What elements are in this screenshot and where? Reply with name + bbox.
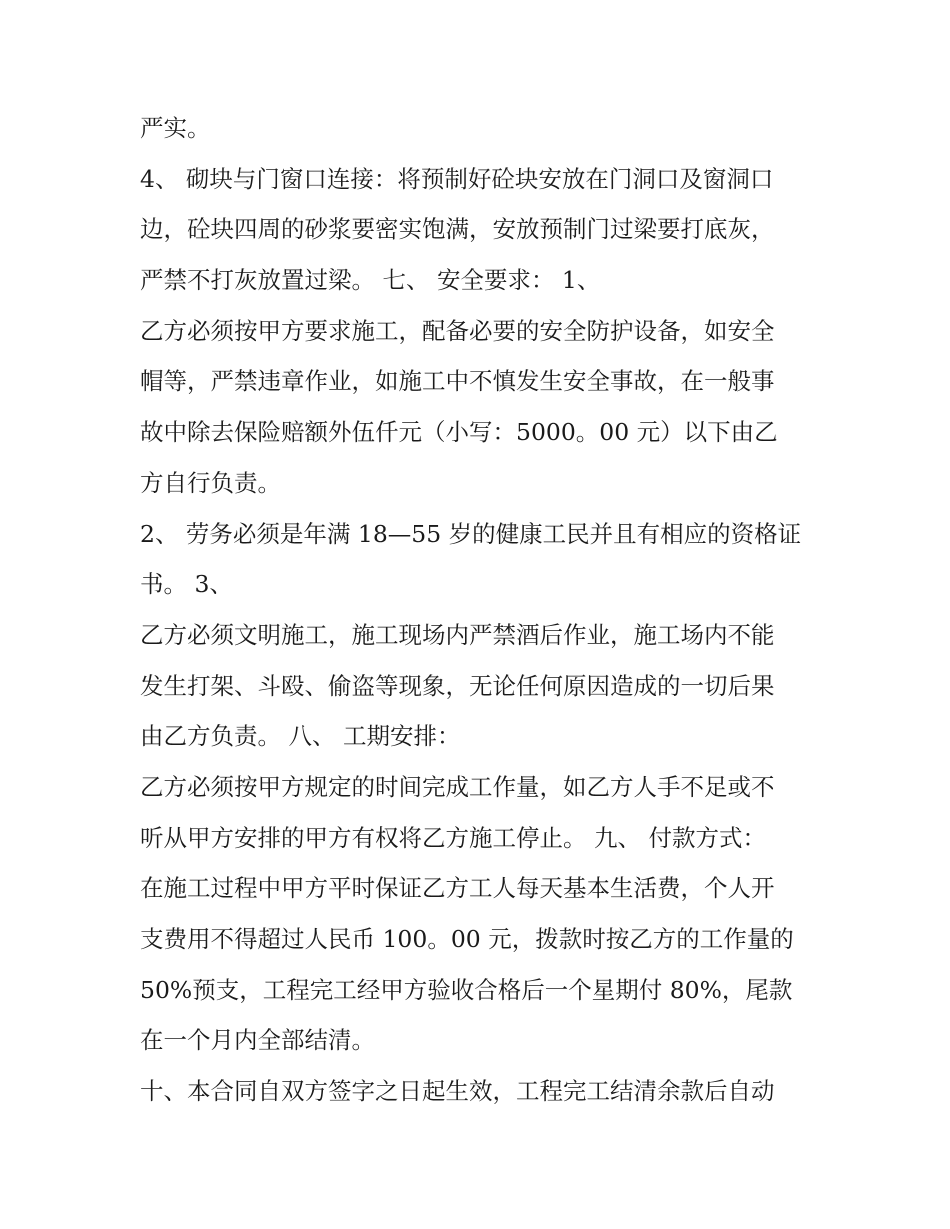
text-line: 乙方必须文明施工，施工现场内严禁酒后作业，施工场内不能 <box>140 620 775 649</box>
text-line: 严禁不打灰放置过梁。 七、 安全要求： 1、 <box>140 266 601 295</box>
text-line: 严实。 <box>140 114 211 142</box>
text-line: 支费用不得超过人民币 100。00 元，拨款时按乙方的工作量的 <box>140 925 794 953</box>
document-body <box>140 103 820 1117</box>
text-line: 50%预支，工程完工经甲方验收合格后一个星期付 80%，尾款 <box>140 975 793 1004</box>
text-line: 方自行负责。 <box>140 468 281 497</box>
text-line: 在一个月内全部结清。 <box>140 1026 375 1055</box>
text-line: 由乙方负责。 八、 工期安排： <box>140 722 461 751</box>
text-line: 十、本合同自双方签字之日起生效，工程完工结清余款后自动 <box>140 1077 775 1106</box>
text-line: 2、 劳务必须是年满 18—55 岁的健康工民并且有相应的资格证 <box>140 519 802 548</box>
text-line: 乙方必须按甲方规定的时间完成工作量，如乙方人手不足或不 <box>140 772 775 801</box>
text-line: 书。 3、 <box>140 570 233 599</box>
text-line: 帽等，严禁违章作业，如施工中不慎发生安全事故，在一般事 <box>140 367 775 396</box>
text-line: 4、 砌块与门窗口连接：将预制好砼块安放在门洞口及窗洞口 <box>140 164 774 193</box>
text-line: 在施工过程中甲方平时保证乙方工人每天基本生活费，个人开 <box>140 874 775 903</box>
text-line: 边，砼块四周的砂浆要密实饱满，安放预制门过梁要打底灰， <box>140 215 775 244</box>
text-line: 故中除去保险赔额外伍仟元（小写：5000。00 元）以下由乙 <box>140 418 778 447</box>
text-line: 发生打架、斗殴、偷盗等现象，无论任何原因造成的一切后果 <box>140 671 775 700</box>
text-line: 听从甲方安排的甲方有权将乙方施工停止。 九、 付款方式： <box>140 823 766 852</box>
text-line: 乙方必须按甲方要求施工，配备必要的安全防护设备，如安全 <box>140 316 775 345</box>
